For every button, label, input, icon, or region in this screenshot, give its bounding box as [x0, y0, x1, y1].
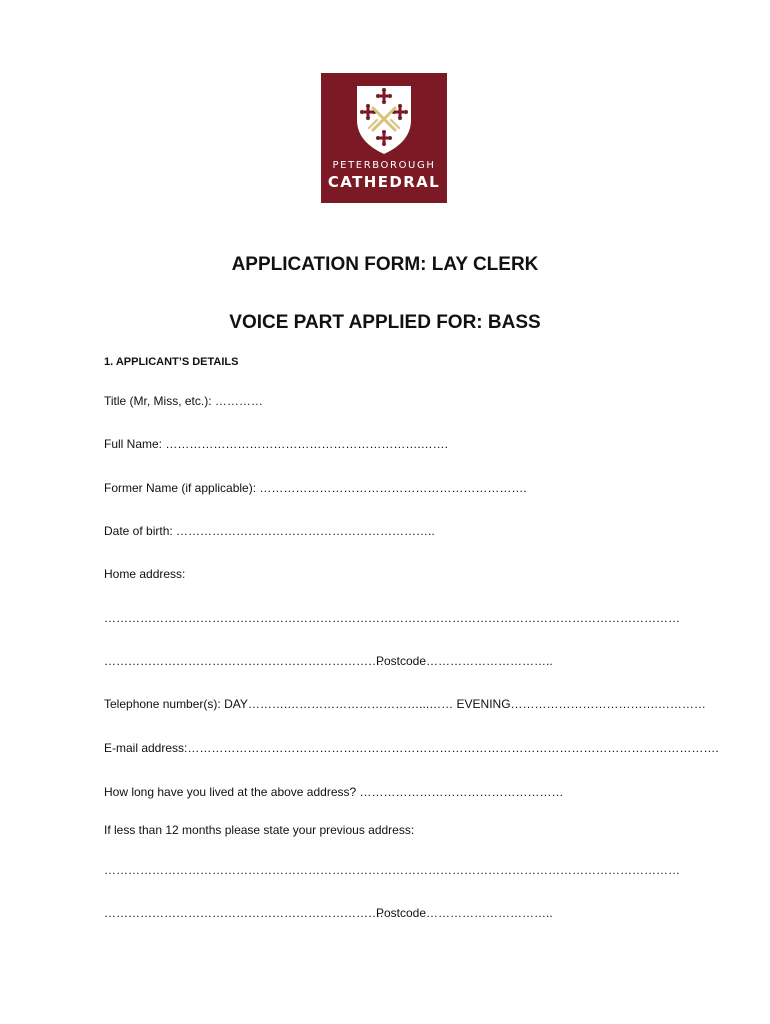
postcode-field[interactable]: Postcode…………………………..	[376, 654, 553, 668]
home-address-label: Home address:	[104, 567, 186, 581]
form-title: APPLICATION FORM: LAY CLERK	[231, 254, 539, 275]
title-field[interactable]: Title (Mr, Miss, etc.): …………	[104, 394, 263, 408]
voice-part-subtitle: VOICE PART APPLIED FOR: BASS	[229, 312, 541, 333]
section-heading-applicant-details: 1. APPLICANT’S DETAILS	[104, 356, 239, 368]
previous-address-line1[interactable]: ………………………………………………………………………………………………………………………………	[104, 863, 680, 877]
previous-postcode-field[interactable]: Postcode…………………………..	[376, 906, 553, 920]
previous-address-label: If less than 12 months please state your previous address:	[104, 823, 415, 837]
previous-address-line2[interactable]: …………………………………………………………….	[104, 906, 384, 920]
shield-emblem-icon	[355, 84, 413, 156]
logo-text-peterborough: PETERBOROUGH	[332, 160, 436, 171]
full-name-field[interactable]: Full Name: ……………………………………………………….…….	[104, 437, 449, 451]
email-field[interactable]: E-mail address:…………………………………………………………………………………………………………………….	[104, 741, 719, 755]
logo-text-cathedral: CATHEDRAL	[327, 173, 441, 191]
how-long-at-address-field[interactable]: How long have you lived at the above address? ……………………………………………	[104, 785, 564, 799]
cathedral-logo	[321, 73, 447, 203]
home-address-line1[interactable]: ………………………………………………………………………………………………………………………………	[104, 611, 680, 625]
date-of-birth-field[interactable]: Date of birth: ………………………………………………………..	[104, 524, 435, 538]
telephone-field[interactable]: Telephone number(s): DAY……….……………………………...…… EVENING……………………………….…………	[104, 697, 706, 711]
former-name-field[interactable]: Former Name (if applicable): ………………………………………………………….	[104, 481, 527, 495]
home-address-line2[interactable]: …………………………………………………………….	[104, 654, 384, 668]
